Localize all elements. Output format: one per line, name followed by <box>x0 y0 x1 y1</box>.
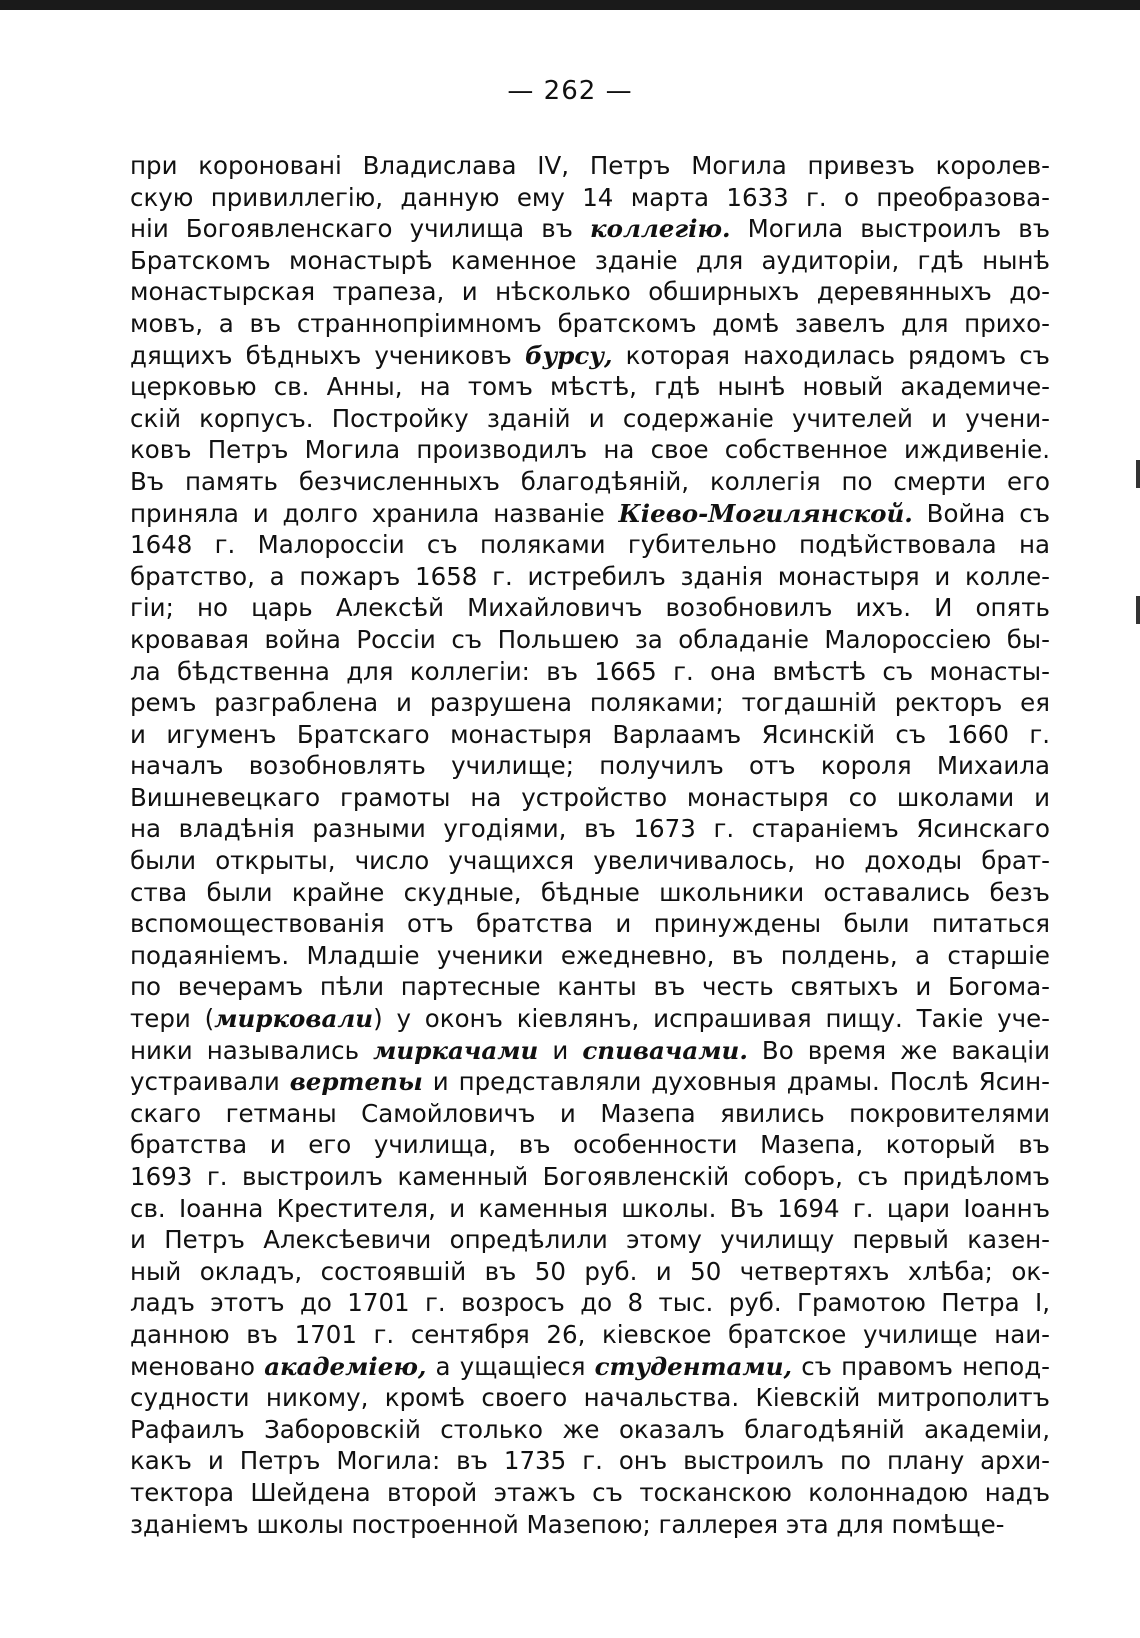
text-line <box>130 687 1050 719</box>
italic-term: миркачами <box>373 1035 539 1065</box>
text-line <box>130 403 1050 435</box>
text-line <box>130 276 1050 308</box>
text-segment: тектора Шейдена второй этажъ съ тосканскою колоннадою надъ <box>130 1477 1050 1507</box>
text-segment: и Петръ Алексѣевичи опредѣлили этому училищу первый казен- <box>130 1225 1050 1255</box>
italic-term: студентами, <box>594 1351 793 1381</box>
text-segment: ніи Богоявленскаго училища въ <box>130 214 591 244</box>
text-segment: вспомоществованія отъ братства и принуждены были питаться <box>130 909 1050 939</box>
page-number: — 262 — <box>507 76 633 106</box>
text-segment: церковью св. Анны, на томъ мѣстѣ, гдѣ нынѣ новый академиче- <box>130 372 1050 402</box>
text-segment: по вечерамъ пѣли партесные канты въ честь святыхъ и Богома- <box>130 972 1050 1002</box>
text-line <box>130 845 1050 877</box>
text-line <box>130 245 1050 277</box>
text-line <box>130 150 1050 182</box>
text-line <box>130 813 1050 845</box>
text-segment: гіи; но царь Алексѣй Михайловичъ возобновилъ ихъ. И опять <box>130 593 1050 623</box>
text-line <box>130 434 1050 466</box>
text-line <box>130 592 1050 624</box>
text-segment: Могила выстроилъ въ <box>730 214 1051 244</box>
text-segment: которая находилась рядомъ съ <box>612 340 1050 370</box>
text-line <box>130 1445 1050 1477</box>
text-segment: ) у оконъ кіевлянъ, испрашивая пищу. Такіе уче- <box>373 1004 1050 1034</box>
text-line <box>130 1287 1050 1319</box>
text-segment: мовъ, а въ страннопріимномъ братскомъ домѣ завелъ для прихо- <box>130 308 1050 338</box>
text-line <box>130 561 1050 593</box>
text-segment: Рафаилъ Заборовскій столько же оказалъ благодѣяній академіи, <box>130 1414 1050 1444</box>
text-segment: 1648 г. Малороссіи съ поляками губительно подѣйствовала на <box>130 530 1050 560</box>
text-segment: приняла и долго хранила названіе <box>130 498 619 528</box>
text-segment: св. Іоанна Крестителя, и каменныя школы. Въ 1694 г. цари Іоаннъ <box>130 1193 1050 1223</box>
text-segment: устраивали <box>130 1067 290 1097</box>
text-segment: монастырская трапеза, и нѣсколько обширныхъ деревянныхъ до- <box>130 277 1050 307</box>
text-line <box>130 1035 1050 1067</box>
text-line <box>130 940 1050 972</box>
text-line <box>130 1193 1050 1225</box>
text-segment: ства были крайне скудные, бѣдные школьники оставались безъ <box>130 877 1050 907</box>
text-line <box>130 529 1050 561</box>
text-segment: ла бѣдственна для коллегіи: въ 1665 г. она вмѣстѣ съ монасты- <box>130 656 1050 686</box>
text-line <box>130 1256 1050 1288</box>
italic-term: мирковали <box>214 1004 374 1034</box>
text-line <box>130 1319 1050 1351</box>
text-line <box>130 971 1050 1003</box>
text-segment: кровавая война Россіи съ Польшею за обладаніе Малороссіею бы- <box>130 624 1050 654</box>
text-line <box>130 1161 1050 1193</box>
text-line <box>130 750 1050 782</box>
text-segment: зданіемъ школы построенной Мазепою; галлерея эта для помѣще- <box>130 1509 1005 1539</box>
italic-term: коллегію. <box>590 214 731 244</box>
text-segment: данною въ 1701 г. сентября 26, кіевское братское училище наи- <box>130 1319 1050 1349</box>
text-line <box>130 1224 1050 1256</box>
text-line <box>130 371 1050 403</box>
text-line <box>130 656 1050 688</box>
text-line <box>130 877 1050 909</box>
text-segment: были открыты, число учащихся увеличивалось, но доходы брат- <box>130 846 1050 876</box>
text-segment: ковъ Петръ Могила производилъ на свое собственное иждивеніе. <box>130 435 1050 465</box>
text-line <box>130 1066 1050 1098</box>
body-text <box>130 150 1050 1540</box>
italic-term: спивачами. <box>582 1035 748 1065</box>
text-segment: ный окладъ, состоявшій въ 50 руб. и 50 четвертяхъ хлѣба; ок- <box>130 1256 1050 1286</box>
text-line <box>130 182 1050 214</box>
text-segment: меновано <box>130 1351 265 1381</box>
text-line <box>130 340 1050 372</box>
text-line <box>130 308 1050 340</box>
text-segment: ники назывались <box>130 1035 374 1065</box>
text-segment: братства и его училища, въ особенности Мазепа, который въ <box>130 1130 1050 1160</box>
text-line <box>130 1382 1050 1414</box>
text-segment: тери ( <box>130 1004 215 1034</box>
text-segment: Въ память безчисленныхъ благодѣяній, коллегія по смерти его <box>130 466 1050 496</box>
text-line <box>130 719 1050 751</box>
text-segment: и <box>538 1035 583 1065</box>
margin-mark <box>1136 596 1140 624</box>
text-segment: судности никому, кромѣ своего начальства. Кіевскій митрополитъ <box>130 1383 1050 1413</box>
text-line <box>130 1003 1050 1035</box>
text-line <box>130 466 1050 498</box>
text-segment: скую привиллегію, данную ему 14 марта 1633 г. о преобразова- <box>130 182 1050 212</box>
text-line <box>130 1129 1050 1161</box>
text-line <box>130 1477 1050 1509</box>
text-segment: 1693 г. выстроилъ каменный Богоявленскій соборъ, съ придѣломъ <box>130 1162 1050 1191</box>
text-segment: началъ возобновлять училище; получилъ отъ короля Михаила <box>130 751 1050 781</box>
text-line <box>130 498 1050 530</box>
text-segment: при короновані Владислава IV, Петръ Могила привезъ королев- <box>130 151 1050 180</box>
text-line <box>130 1351 1050 1383</box>
text-line <box>130 624 1050 656</box>
text-segment: какъ и Петръ Могила: въ 1735 г. онъ выстроилъ по плану архи- <box>130 1446 1050 1476</box>
text-segment: дящихъ бѣдныхъ учениковъ <box>130 340 525 370</box>
text-segment: ремъ разграблена и разрушена поляками; тогдашній ректоръ ея <box>130 688 1050 718</box>
text-line <box>130 782 1050 814</box>
text-line <box>130 1509 1050 1541</box>
text-segment: ладъ этотъ до 1701 г. возросъ до 8 тыс. руб. Грамотою Петра I, <box>130 1288 1050 1318</box>
italic-term: бурсу, <box>524 340 613 370</box>
text-segment: на владѣнія разными угодіями, въ 1673 г. стараніемъ Ясинскаго <box>130 814 1050 844</box>
text-segment: Вишневецкаго грамоты на устройство монастыря со школами и <box>130 782 1050 812</box>
text-line <box>130 908 1050 940</box>
italic-term: академіею, <box>264 1351 427 1381</box>
text-segment: скаго гетманы Самойловичъ и Мазепа явились покровителями <box>130 1098 1050 1128</box>
text-segment: скій корпусъ. Постройку зданій и содержаніе учителей и учени- <box>130 403 1050 433</box>
text-segment: и представляли духовныя драмы. Послѣ Ясин- <box>422 1067 1050 1097</box>
text-segment: Братскомъ монастырѣ каменное зданіе для аудиторіи, гдѣ нынѣ <box>130 245 1050 275</box>
top-border-rule <box>0 0 1140 10</box>
text-segment: Война съ <box>912 498 1051 528</box>
italic-term: Кіево-Могилянской. <box>618 498 913 528</box>
margin-mark <box>1136 460 1140 488</box>
text-line <box>130 213 1050 245</box>
text-segment: съ правомъ непод- <box>792 1351 1050 1381</box>
text-line <box>130 1098 1050 1130</box>
text-segment: Во время же вакаціи <box>747 1035 1050 1065</box>
text-line <box>130 1414 1050 1446</box>
text-segment: подаяніемъ. Младшіе ученики ежедневно, въ полдень, а старшіе <box>130 940 1050 970</box>
text-segment: а ущащіеся <box>426 1351 595 1381</box>
text-segment: и игуменъ Братскаго монастыря Варлаамъ Ясинскій съ 1660 г. <box>130 719 1050 749</box>
text-segment: братство, а пожаръ 1658 г. истребилъ зданія монастыря и колле- <box>130 561 1050 591</box>
italic-term: вертепы <box>289 1067 423 1097</box>
